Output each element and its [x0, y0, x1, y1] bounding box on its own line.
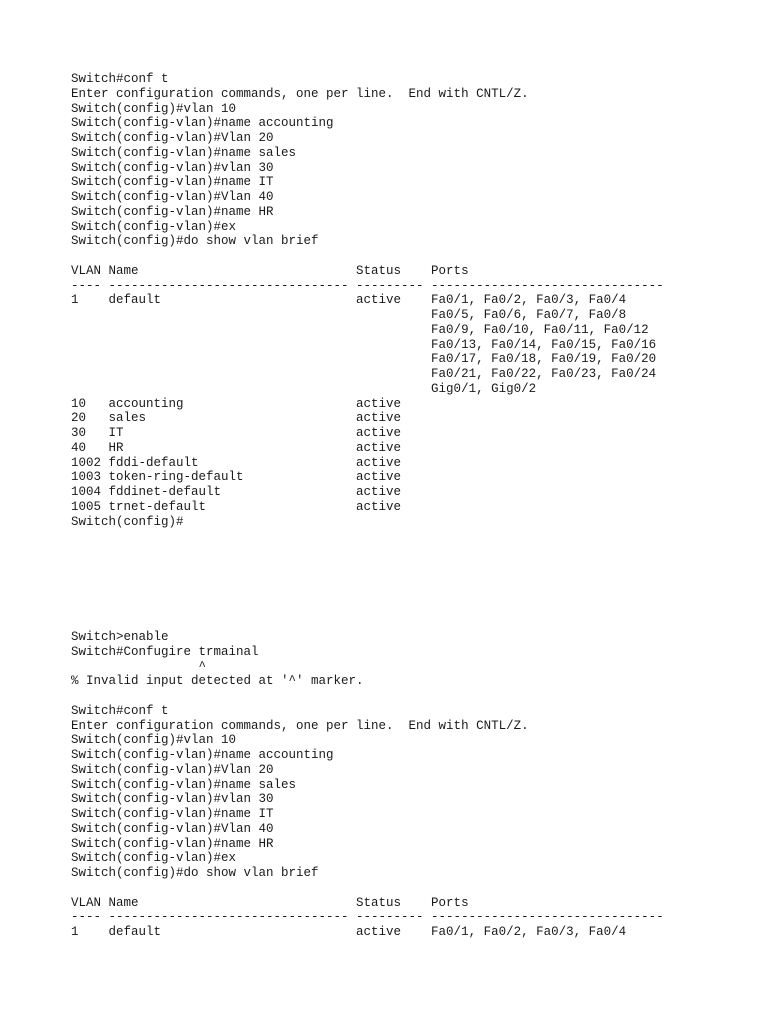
terminal-line: Switch(config-vlan)#name IT [71, 175, 274, 190]
terminal-line: Switch#conf t [71, 72, 169, 86]
terminal-output-block-2 [71, 630, 664, 940]
terminal-line: Switch(config-vlan)#Vlan 20 [71, 762, 274, 777]
terminal-line: 30 IT active [71, 426, 432, 440]
terminal-line: Switch(config)#do show vlan brief [71, 866, 319, 880]
terminal-line: ^ [71, 659, 207, 674]
terminal-line: VLAN Name Status Ports [71, 895, 469, 910]
terminal-line: Switch(config)#vlan 10 [71, 733, 237, 748]
terminal-line: 20 sales active [71, 411, 432, 426]
terminal-line: Switch(config-vlan)#vlan 30 [71, 160, 274, 175]
terminal-line: Switch(config)#do show vlan brief [71, 234, 319, 249]
terminal-line: Gig0/1, Gig0/2 [71, 381, 537, 396]
terminal-line: Switch(config-vlan)#name sales [71, 777, 297, 792]
terminal-line: Switch(config)# [71, 514, 184, 529]
terminal-line: Enter configuration commands, one per line. End with CNTL/Z. [71, 718, 529, 733]
terminal-line: ---- -------------------------------- --------- ------------------------------- [71, 278, 664, 293]
terminal-line: Switch(config-vlan)#name sales [71, 145, 297, 160]
terminal-line: Switch#conf t [71, 703, 169, 718]
terminal-line: Switch(config)#vlan 10 [71, 101, 237, 116]
terminal-line: Switch(config-vlan)#Vlan 40 [71, 821, 274, 836]
terminal-line: 1 default active Fa0/1, Fa0/2, Fa0/3, Fa0/4 [71, 293, 627, 308]
terminal-line: Switch(config-vlan)#ex [71, 851, 237, 866]
terminal-line: 1003 token-ring-default active [71, 470, 432, 485]
terminal-line: ---- -------------------------------- --------- ------------------------------- [71, 910, 664, 925]
terminal-line [71, 249, 664, 264]
terminal-line: 40 HR active [71, 440, 432, 455]
terminal-line: Enter configuration commands, one per line. End with CNTL/Z. [71, 86, 529, 101]
terminal-line [71, 689, 664, 704]
terminal-line: Fa0/13, Fa0/14, Fa0/15, Fa0/16 [71, 337, 657, 352]
terminal-line: Switch(config-vlan)#name accounting [71, 116, 334, 131]
terminal-line [71, 881, 664, 896]
terminal-line: Switch#Confugire trmainal [71, 644, 259, 659]
terminal-line: 1005 trnet-default active [71, 499, 432, 514]
terminal-line: 1004 fddinet-default active [71, 485, 432, 499]
terminal-line: Fa0/17, Fa0/18, Fa0/19, Fa0/20 [71, 352, 657, 367]
terminal-line: Switch>enable [71, 630, 169, 644]
terminal-line: Switch(config-vlan)#name HR [71, 836, 274, 851]
terminal-line: Switch(config-vlan)#name HR [71, 204, 274, 219]
terminal-line: Switch(config-vlan)#vlan 30 [71, 792, 274, 807]
terminal-line: Switch(config-vlan)#name accounting [71, 748, 334, 762]
terminal-line: Switch(config-vlan)#name IT [71, 807, 274, 821]
terminal-output-block-1 [71, 72, 664, 529]
terminal-line: Fa0/5, Fa0/6, Fa0/7, Fa0/8 [71, 308, 627, 322]
terminal-line: Switch(config-vlan)#Vlan 40 [71, 190, 274, 204]
terminal-line: Fa0/9, Fa0/10, Fa0/11, Fa0/12 [71, 322, 649, 337]
terminal-line: 1 default active Fa0/1, Fa0/2, Fa0/3, Fa0/4 [71, 925, 627, 939]
terminal-line: Switch(config-vlan)#ex [71, 219, 237, 234]
terminal-line: Switch(config-vlan)#Vlan 20 [71, 131, 274, 145]
terminal-line: VLAN Name Status Ports [71, 263, 469, 278]
terminal-line: % Invalid input detected at '^' marker. [71, 674, 364, 689]
terminal-line: 1002 fddi-default active [71, 455, 432, 470]
terminal-line: 10 accounting active [71, 396, 432, 411]
terminal-line: Fa0/21, Fa0/22, Fa0/23, Fa0/24 [71, 367, 657, 381]
